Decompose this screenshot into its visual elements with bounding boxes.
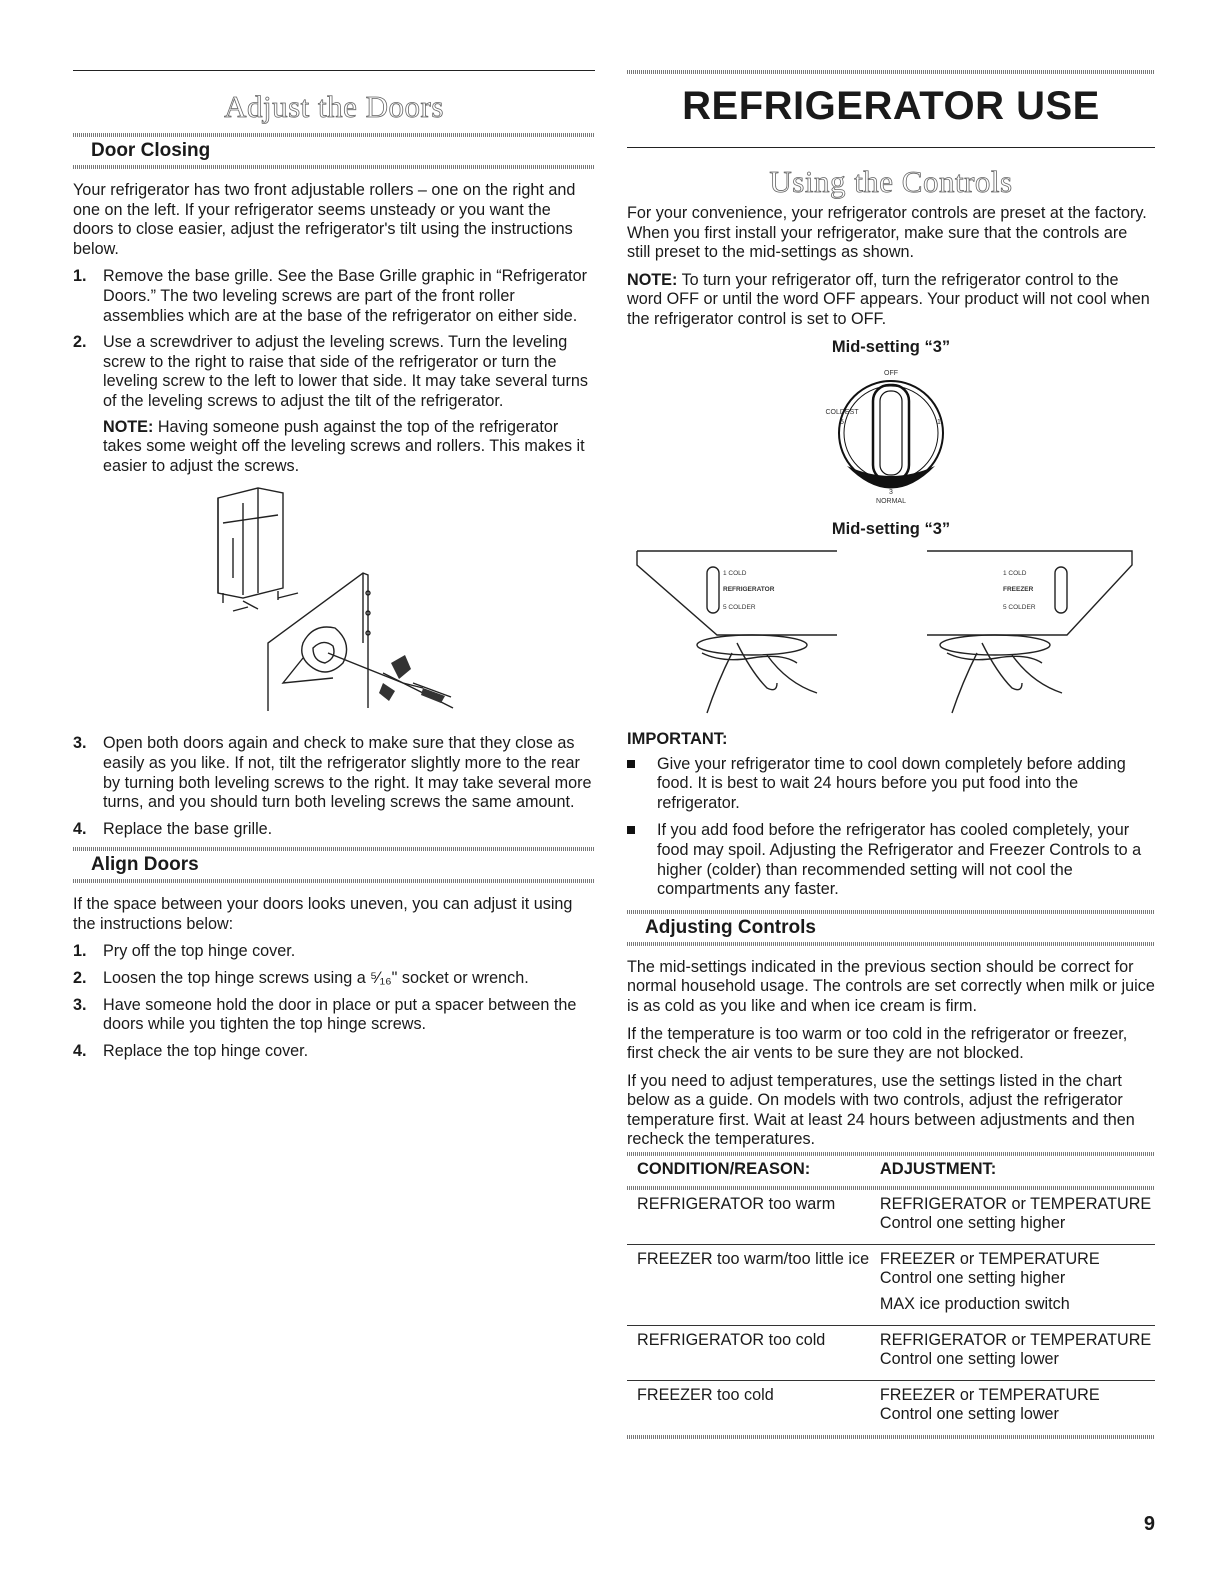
- slider-controls-illustration: [627, 543, 1155, 723]
- slider-label-freezer: FREEZER: [1003, 585, 1034, 593]
- page-title: REFRIGERATOR USE: [682, 84, 1100, 128]
- condition-cell: REFRIGERATOR too warm: [637, 1194, 836, 1213]
- list-item: 3. Have someone hold the door in place or put a spacer between the doors while you tighten the top hinge screws.: [73, 995, 577, 1034]
- top-rule: [73, 70, 595, 71]
- slider-label-colder-right: 5 COLDER: [1003, 603, 1036, 611]
- list-item: 1. Remove the base grille. See the Base Grille graphic in “Refrigerator Doors.” The two leveling screws are part of the front roller assemblies which are at the base of the refrigerator on either side.: [73, 267, 588, 325]
- list-item: 1. Pry off the top hinge cover.: [73, 942, 296, 961]
- paragraph: If the space between your doors looks uneven, you can adjust it using the instructions below:: [73, 895, 573, 933]
- paragraph: Your refrigerator has two front adjustable rollers – one on the right and one on the left. If your refrigerator seems unsteady or you want the doors to close easier, adjust the refrigerator's tilt using the instructions below.: [73, 181, 576, 258]
- slider-label-colder: 5 COLDER: [723, 603, 756, 611]
- table-row: [627, 1190, 1155, 1245]
- column-header-adjustment: ADJUSTMENT:: [879, 1160, 997, 1179]
- top-rule: [627, 70, 1155, 74]
- adjustment-table: [627, 1156, 1155, 1435]
- column-header-condition: CONDITION/REASON:: [637, 1160, 811, 1179]
- step-list: [73, 734, 595, 839]
- divider: [73, 165, 595, 169]
- subsection-heading: Align Doors: [91, 854, 199, 876]
- paragraph: The mid-settings indicated in the previous section should be correct for normal household usage. The controls are set correctly when milk or juice is as cold as you like and when ice cream is firm.: [627, 957, 1155, 1015]
- table-row: [627, 1380, 1155, 1435]
- table-row: [627, 1244, 1155, 1325]
- paragraph: For your convenience, your refrigerator controls are preset at the factory. When you first install your refrigerator, make sure that the controls are still preset to the mid-settings as shown.: [627, 204, 1147, 262]
- dial-label-1: 1: [937, 418, 941, 426]
- list-item: Give your refrigerator time to cool down completely before adding food. It is best to wait 24 hours before you put food into the refrigerator.: [627, 755, 1155, 814]
- step-list: [73, 942, 595, 1061]
- leveling-screw-illustration: [73, 483, 595, 723]
- paragraph: If the temperature is too warm or too cold in the refrigerator or freezer, first check the air vents to be sure they are not blocked.: [627, 1024, 1128, 1063]
- list-item: 2. Loosen the top hinge screws using a ⁵⁄₁₆" socket or wrench.: [73, 969, 529, 988]
- divider: [73, 879, 595, 883]
- bullet: [627, 826, 635, 834]
- list-item: If you add food before the refrigerator has cooled completely, your food may spoil. Adjusting the Refrigerator and Freezer Controls to a higher (colder) than recommended setting will not cool the compartments any faster.: [627, 821, 1155, 899]
- section-title: Adjust the Doors: [224, 89, 444, 124]
- left-column: [73, 70, 595, 1068]
- slider-label-refrigerator: REFRIGERATOR: [723, 585, 775, 593]
- step-list: [73, 267, 595, 476]
- adjustment-cell: REFRIGERATOR or TEMPERATURE Control one setting higher: [879, 1194, 1152, 1233]
- adjustment-cell: FREEZER or TEMPERATURE Control one setting higher MAX ice production switch: [870, 1244, 1155, 1325]
- paragraph: If you need to adjust temperatures, use the settings listed in the chart below as a guide. On models with two controls, adjust the refrigerator temperature first. Wait at least 24 hours between adjustments and then recheck the temperatures.: [627, 1071, 1135, 1149]
- slider-label-cold: 1 COLD: [723, 569, 747, 577]
- important-list: [627, 755, 1155, 900]
- section-title: Using the Controls: [769, 164, 1013, 199]
- note: NOTE: Having someone push against the top of the refrigerator takes some weight off the leveling screws and rollers. This makes it easier to adjust the screws.: [103, 417, 585, 475]
- right-column: [627, 70, 1155, 1439]
- slider-label-cold-right: 1 COLD: [1003, 569, 1027, 577]
- list-item: 3. Open both doors again and check to make sure that they close as easily as you like. If not, tilt the refrigerator slightly more to the rear by turning both leveling screws to the right. It may take several more turns, and you should turn both leveling screws the same amount.: [73, 734, 592, 812]
- note: NOTE: To turn your refrigerator off, turn the refrigerator control to the word OFF or until the word OFF appears. Your product will not cool when the refrigerator control is set to OFF.: [627, 270, 1150, 328]
- condition-cell: REFRIGERATOR too cold: [627, 1325, 870, 1380]
- control-dial-illustration: [627, 361, 1155, 511]
- condition-cell: FREEZER too cold: [627, 1380, 870, 1435]
- dial-label-5: 5: [840, 418, 844, 426]
- list-item: 4. Replace the top hinge cover.: [73, 1041, 309, 1060]
- adjustment-cell: FREEZER or TEMPERATURE Control one setting lower: [870, 1380, 1155, 1435]
- condition-cell: FREEZER too warm/too little ice: [627, 1244, 870, 1325]
- dial-label-normal: NORMAL: [876, 497, 906, 505]
- list-item: 4. Replace the base grille.: [73, 819, 273, 838]
- divider: [627, 1435, 1155, 1439]
- page-number: 9: [1143, 1513, 1155, 1535]
- important-label: IMPORTANT:: [627, 729, 728, 748]
- divider: [627, 942, 1155, 946]
- title-rule: [627, 147, 1155, 148]
- bullet: [627, 760, 635, 768]
- table-row: [627, 1325, 1155, 1380]
- dial-caption: Mid-setting “3”: [831, 337, 951, 356]
- slider-caption: Mid-setting “3”: [831, 519, 951, 538]
- list-item: 2. Use a screwdriver to adjust the leveling screws. Turn the leveling screw to the right to raise that side of the refrigerator or turn the leveling screw to the left to lower that side. It may take several turns of the leveling screws to adjust the tilt of the refrigerator. NOTE: Having someone push against the top of the refrigerator takes some weight off the leveling screws and rollers. This makes it easier to adjust the screws.: [73, 333, 595, 476]
- subsection-heading: Door Closing: [91, 140, 211, 161]
- dial-label-off: OFF: [884, 369, 898, 377]
- dial-label-coldest: COLDEST: [825, 408, 859, 416]
- dial-label-3: 3: [889, 488, 893, 496]
- subsection-heading: Adjusting Controls: [645, 916, 816, 938]
- adjustment-cell: REFRIGERATOR or TEMPERATURE Control one setting lower: [870, 1325, 1155, 1380]
